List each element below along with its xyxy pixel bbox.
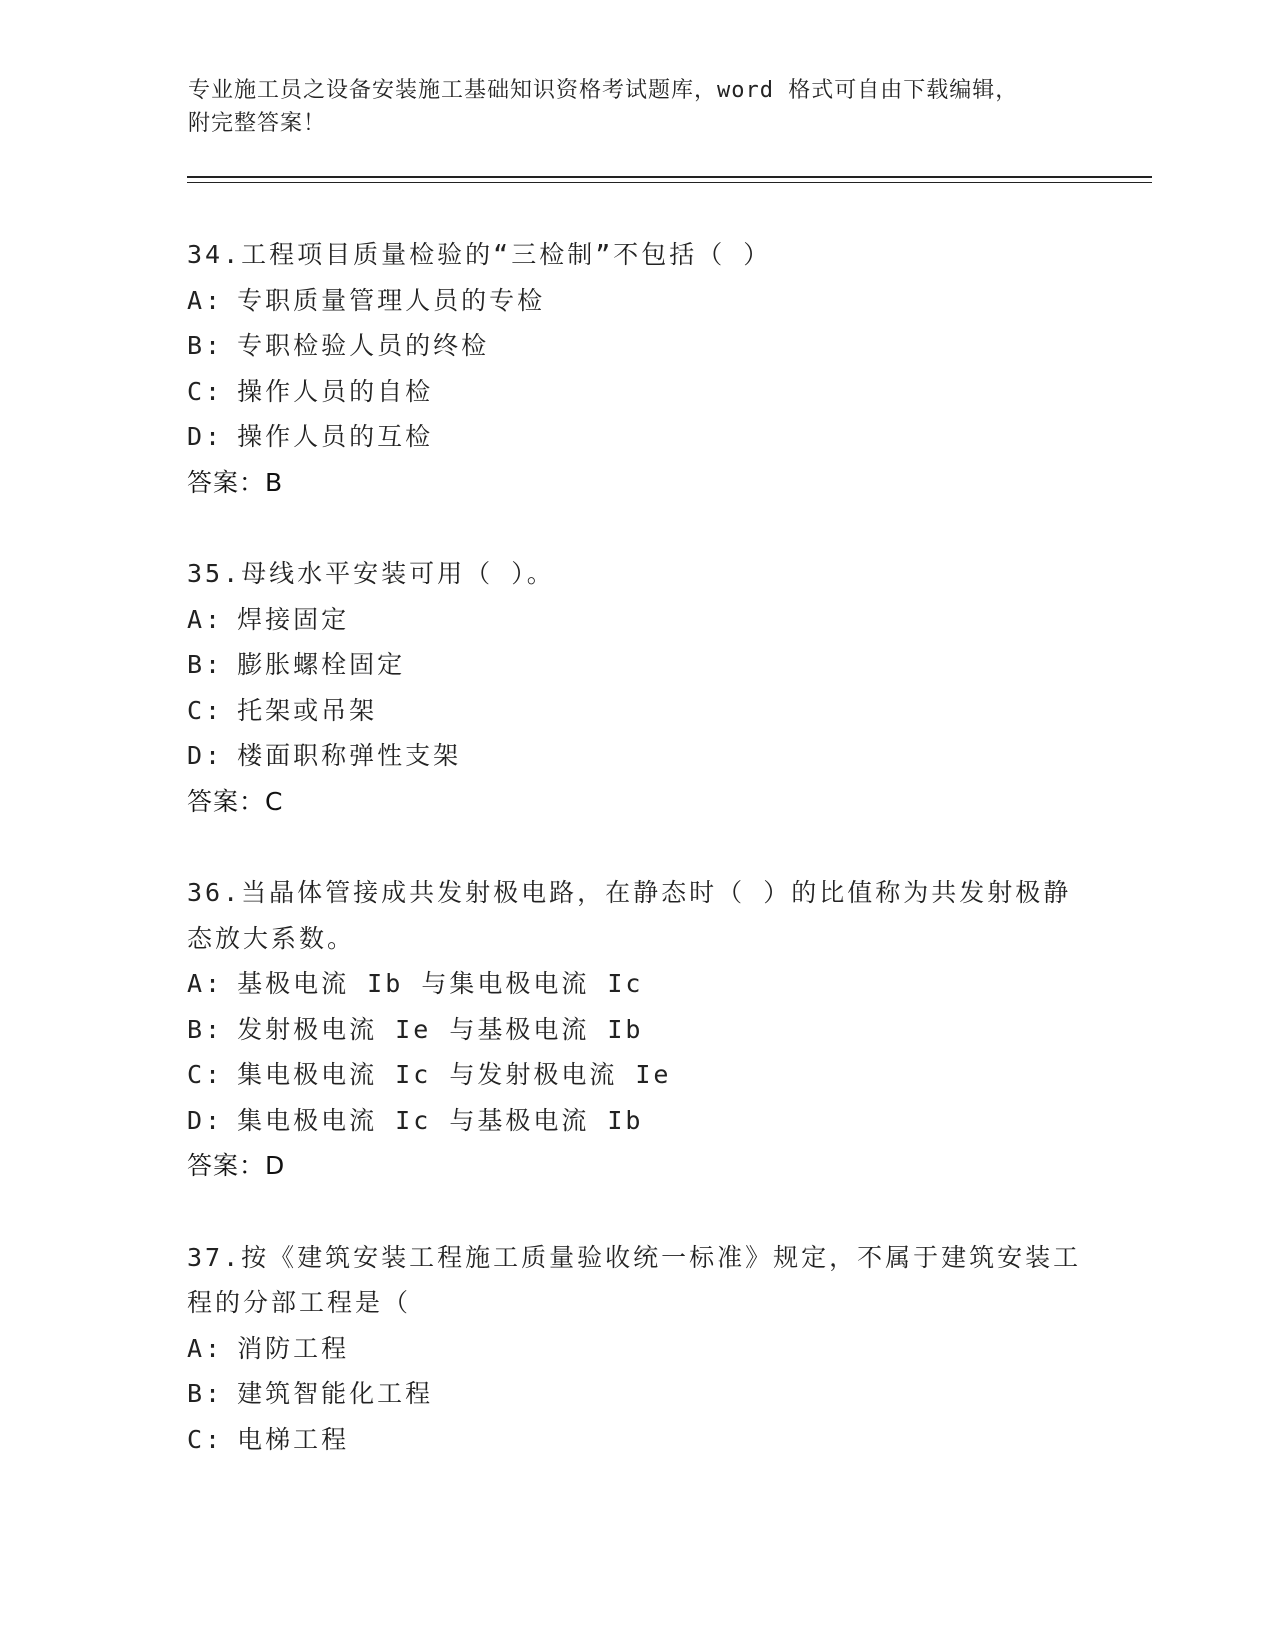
option-d: [187, 414, 1087, 460]
option-text: 专职检验人员的终检: [237, 331, 490, 360]
option-letter: C:: [187, 695, 224, 725]
question-35: [187, 551, 1087, 824]
option-c: [187, 688, 1087, 734]
option-letter: B:: [187, 331, 224, 360]
document-header: [188, 74, 1088, 140]
option-b: [187, 1371, 1087, 1417]
question-stem: 35.母线水平安装可用（ ）。: [187, 559, 555, 588]
option-letter: A:: [187, 969, 224, 998]
question-list: [187, 232, 1087, 1508]
answer-line: 答案：C: [187, 786, 284, 816]
option-c: [187, 1417, 1087, 1463]
option-letter: D:: [187, 422, 224, 451]
option-text: 发射极电流 Ie 与基极电流 Ib: [237, 1014, 644, 1044]
header-line-2: 附完整答案！: [188, 111, 327, 136]
answer-line: 答案：B: [187, 467, 284, 497]
question-36: [187, 870, 1087, 1189]
option-letter: B:: [187, 650, 224, 679]
option-text: 托架或吊架: [237, 695, 378, 725]
question-stem: 36.当晶体管接成共发射极电路，在静态时（ ）的比值称为共发射极静态放大系数。: [187, 878, 1072, 953]
option-text: 建筑智能化工程: [237, 1379, 434, 1408]
option-text: 电梯工程: [237, 1424, 350, 1454]
option-b: [187, 642, 1087, 688]
option-text: 楼面职称弹性支架: [237, 741, 462, 770]
question-stem: 34.工程项目质量检验的“三检制”不包括（ ）: [187, 240, 772, 269]
option-a: [187, 961, 1087, 1007]
option-b: [187, 323, 1087, 369]
option-text: 操作人员的自检: [237, 376, 434, 406]
option-letter: B:: [187, 1014, 224, 1044]
option-text: 膨胀螺栓固定: [237, 650, 406, 679]
option-text: 基极电流 Ib 与集电极电流 Ic: [237, 969, 644, 998]
option-letter: A:: [187, 285, 224, 315]
option-text: 集电极电流 Ic 与基极电流 Ib: [237, 1105, 644, 1135]
option-letter: A:: [187, 1333, 224, 1363]
option-letter: B:: [187, 1379, 224, 1408]
option-letter: D:: [187, 741, 224, 770]
option-c: [187, 1052, 1087, 1098]
option-text: 消防工程: [237, 1333, 350, 1363]
option-letter: A:: [187, 604, 224, 634]
question-stem: 37.按《建筑安装工程施工质量验收统一标准》规定，不属于建筑安装工程的分部工程是（: [187, 1242, 1082, 1317]
option-letter: C:: [187, 1060, 224, 1089]
option-b: [187, 1007, 1087, 1053]
answer-line: 答案：D: [187, 1151, 286, 1180]
option-letter: D:: [187, 1105, 224, 1135]
option-letter: C:: [187, 376, 224, 406]
option-c: [187, 369, 1087, 415]
option-a: [187, 1326, 1087, 1372]
header-divider-thin: [187, 182, 1152, 183]
header-line-1: 专业施工员之设备安装施工基础知识资格考试题库，word 格式可自由下载编辑，: [188, 78, 1019, 103]
option-text: 集电极电流 Ic 与发射极电流 Ie: [237, 1060, 672, 1089]
option-text: 焊接固定: [237, 604, 350, 634]
option-d: [187, 1098, 1087, 1144]
header-divider-thick: [187, 176, 1152, 178]
option-letter: C:: [187, 1424, 224, 1454]
question-34: [187, 232, 1087, 505]
option-text: 专职质量管理人员的专检: [237, 285, 546, 315]
option-d: [187, 733, 1087, 779]
option-a: [187, 597, 1087, 643]
option-a: [187, 278, 1087, 324]
option-text: 操作人员的互检: [237, 422, 434, 451]
question-37: [187, 1235, 1087, 1463]
